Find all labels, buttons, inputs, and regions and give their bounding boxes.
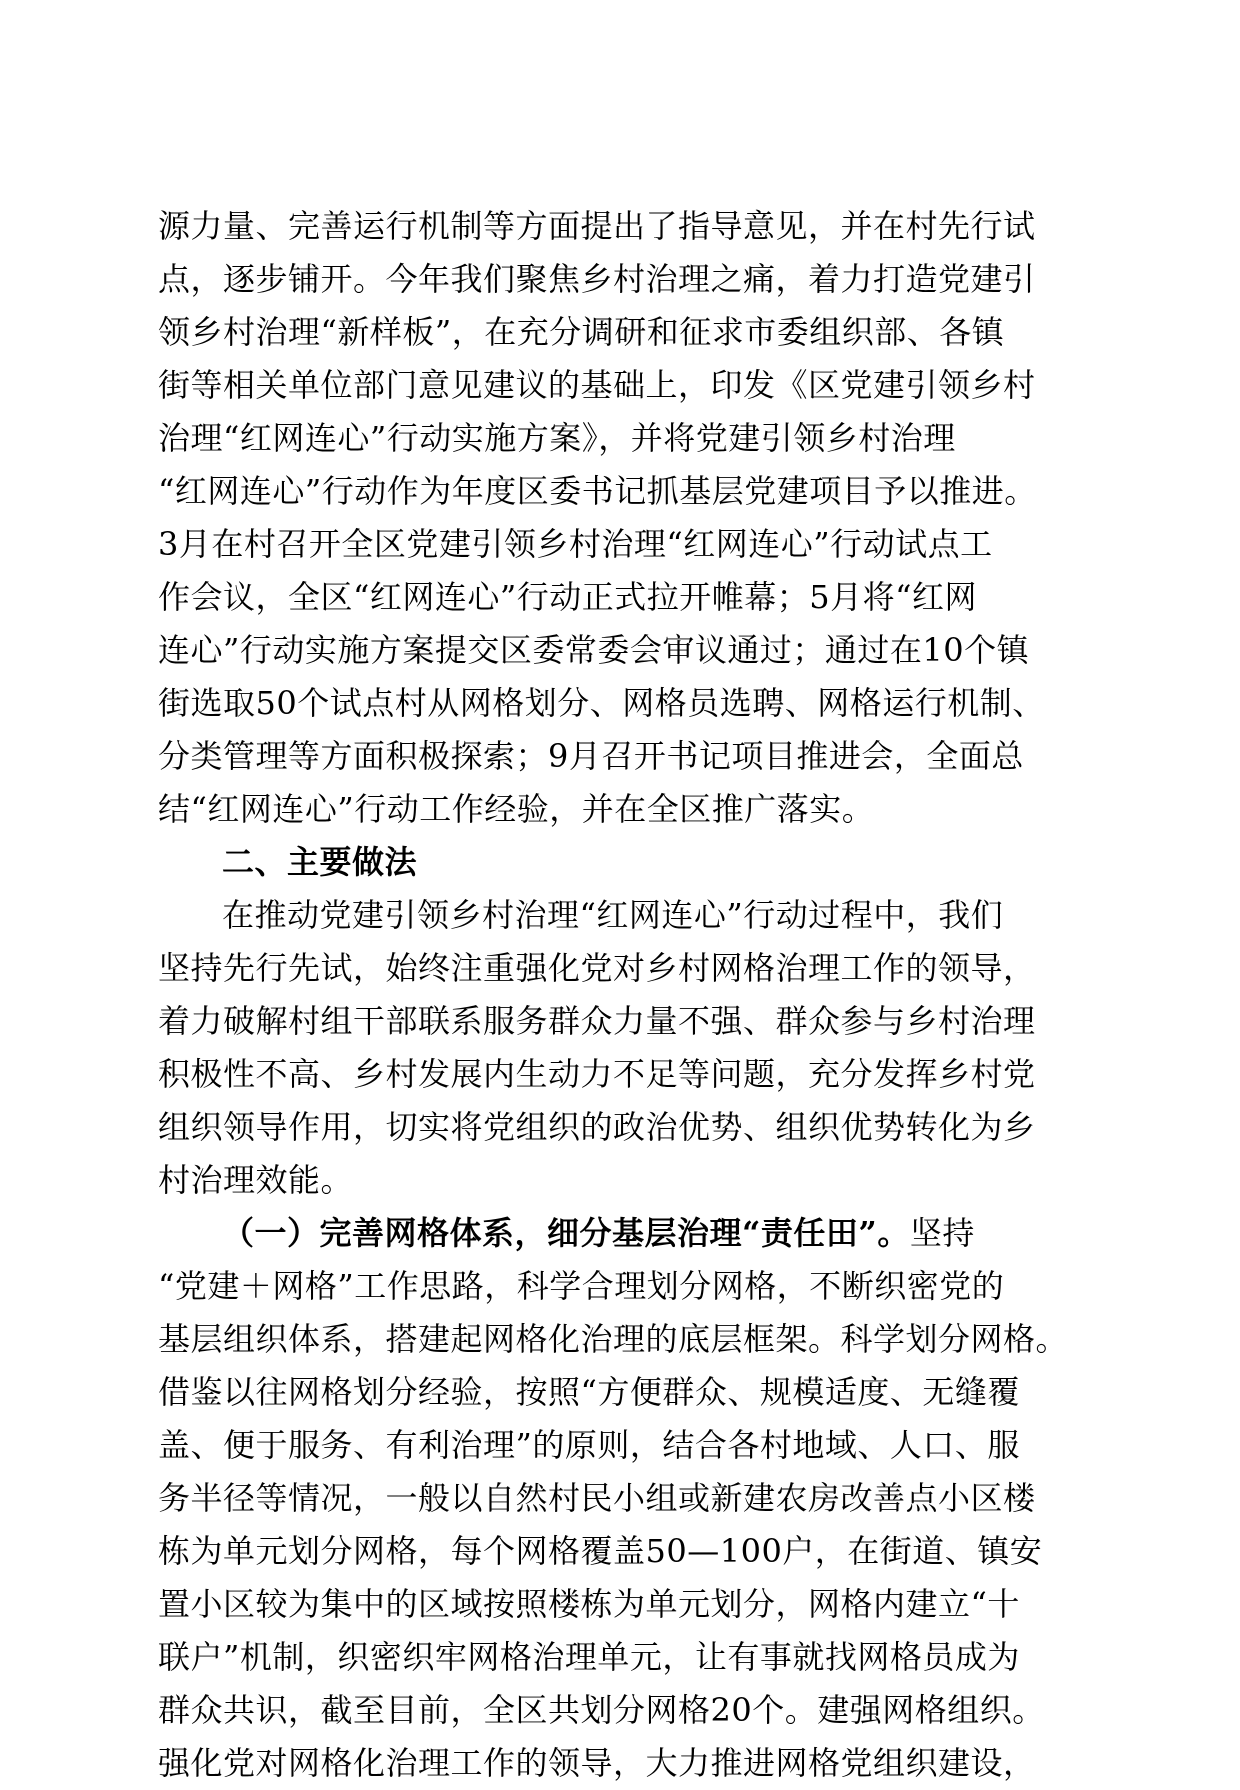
subsection-line: 联户”机制，织密织牢网格治理单元，让有事就找网格员成为 <box>158 1638 1020 1676</box>
subsection-line: 群众共识，截至目前，全区共划分网格20个。建强网格组织。 <box>158 1691 1045 1729</box>
subsection-line: 基层组织体系，搭建起网格化治理的底层框架。科学划分网格。 <box>158 1320 1069 1358</box>
subsection-first-rest: 坚持 <box>909 1214 975 1252</box>
section-line: 在推动党建引领乡村治理“红网连心”行动过程中，我们 <box>222 896 1004 934</box>
section-line: 村治理效能。 <box>158 1161 354 1199</box>
body-line: 街等相关单位部门意见建议的基础上，印发《区党建引领乡村 <box>158 366 1036 404</box>
section-line: 积极性不高、乡村发展内生动力不足等问题，充分发挥乡村党 <box>158 1055 1036 1093</box>
subsection-line: “党建＋网格”工作思路，科学合理划分网格，不断织密党的 <box>158 1267 1005 1305</box>
body-line: 3月在村召开全区党建引领乡村治理“红网连心”行动试点工 <box>158 525 993 563</box>
subsection-line: 置小区较为集中的区域按照楼栋为单元划分，网格内建立“十 <box>158 1585 1020 1623</box>
section-line: 组织领导作用，切实将党组织的政治优势、组织优势转化为乡 <box>158 1108 1036 1146</box>
subsection-first-line <box>158 1207 1088 1260</box>
document-body <box>158 200 1088 1790</box>
body-line: 连心”行动实施方案提交区委常委会审议通过；通过在10个镇 <box>158 631 1030 669</box>
body-line: 街选取50个试点村从网格划分、网格员选聘、网格运行机制、 <box>158 684 1045 722</box>
subsection-line: 强化党对网格化治理工作的领导，大力推进网格党组织建设， <box>158 1744 1036 1782</box>
section-line: 着力破解村组干部联系服务群众力量不强、群众参与乡村治理 <box>158 1002 1036 1040</box>
subsection-line: 务半径等情况，一般以自然村民小组或新建农房改善点小区楼 <box>158 1479 1036 1517</box>
body-line: 治理“红网连心”行动实施方案》，并将党建引领乡村治理 <box>158 419 956 457</box>
section-line: 坚持先行先试，始终注重强化党对乡村网格治理工作的领导， <box>158 949 1036 987</box>
body-line: “红网连心”行动作为年度区委书记抓基层党建项目予以推进。 <box>158 472 1037 510</box>
body-line: 源力量、完善运行机制等方面提出了指导意见，并在村先行试 <box>158 207 1036 245</box>
body-line: 作会议，全区“红网连心”行动正式拉开帷幕；5月将“红网 <box>158 578 977 616</box>
subsection-line: 盖、便于服务、有利治理”的原则，结合各村地域、人口、服 <box>158 1426 1020 1464</box>
body-line: 点，逐步铺开。今年我们聚焦乡村治理之痛，着力打造党建引 <box>158 260 1036 298</box>
subsection-line: 借鉴以往网格划分经验，按照“方便群众、规模适度、无缝覆 <box>158 1373 1020 1411</box>
body-line: 结“红网连心”行动工作经验，并在全区推广落实。 <box>158 790 875 828</box>
subsection-heading: （一）完善网格体系，细分基层治理“责任田”。 <box>222 1214 910 1252</box>
body-line: 领乡村治理“新样板”，在充分调研和征求市委组织部、各镇 <box>158 313 1005 351</box>
subsection-line: 栋为单元划分网格，每个网格覆盖50—100户，在街道、镇安 <box>158 1532 1043 1570</box>
body-line: 分类管理等方面积极探索；9月召开书记项目推进会，全面总 <box>158 737 1024 775</box>
section-heading: 二、主要做法 <box>222 843 418 881</box>
